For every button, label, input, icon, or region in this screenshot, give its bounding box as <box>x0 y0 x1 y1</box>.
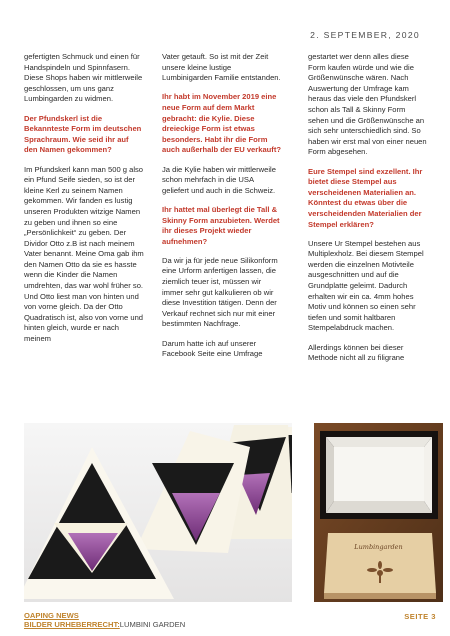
image-credit-label: BILDER URHEBERRECHT: <box>24 620 120 629</box>
stamp-box-illustration <box>314 423 443 602</box>
paragraph: Da wir ja für jede neue Silikonform eine Urform anfertigen lassen, die ziemlich teuer ist, müssen wir immer sehr gut kalkulieren ob wir diese Investition tätigen. Denn der Verkauf rechnet sich nur mit einer bestimmten Nachfrage. <box>162 255 278 329</box>
newsletter-name: OAPING NEWS <box>24 611 79 620</box>
paragraph: gefertigten Schmuck und einen für Handspindeln und Spinnfasern. Diese Shops haben wir mittlerweile geschlossen, um uns ganz Lumbingarden zu widmen. <box>24 52 143 104</box>
article-column-3 <box>308 52 428 372</box>
soap-triangles-photo <box>24 423 292 602</box>
issue-date: 2. SEPTEMBER, 2020 <box>310 30 420 40</box>
paragraph: Ja die Kylie haben wir mittlerweile schon mehrfach in die USA geliefert und auch in die Schweiz. <box>162 164 276 195</box>
paragraph: gestartet wer denn alles diese Form kaufen würde und wie die Größenwünsche wären. Nach Auswertung der Umfrage kam heraus das viele den Pfundskerl schon als Tall & Skinny Form sehen und die Größenwünsche an sich sehr unterschiedlich sind. So haben wir erst mal von einer neuen Form abgesehen. <box>308 52 427 157</box>
paragraph: Unsere Ur Stempel bestehen aus Multiplexholz. Bei diesem Stempel werden die einzelnen Motivteile ausgeschnitten und auf die Grundplatte geleimt. Dadurch erhalten wir ein ca. 4mm hohes Motiv und können so einen sehr tiefen und somit haltbaren Stempelabdruck machen. <box>308 238 424 333</box>
interview-question: Der Pfundskerl ist die Bekannteste Form im deutschen Sprachraum. Wie seid ihr auf den Namen gekommen? <box>24 113 142 155</box>
soap-triangles-illustration <box>24 423 292 602</box>
paragraph: Darum hatte ich auf unserer Facebook Seite eine Umfrage <box>162 338 263 359</box>
stamp-logo: Lumbingarden <box>354 543 403 551</box>
interview-question: Eure Stempel sind exzellent. Ihr bietet diese Stempel aus verscheidenen Materialien an. Könntest du etwas über die verscheidenden Materialien der Stempel erklären? <box>308 166 423 229</box>
paragraph: Im Pfundskerl kann man 500 g also ein Pfund Seife sieden, so ist der kleine Kerl zu seinem Namen gekommen. Wir fanden es lustig unseren Produkten witzige Namen zu geben und ihnen so eine „Persönlichkeit“ zu geben. Der Dividor Otto z.B ist nach meinem Vater benannt. Meine Oma gab ihm den Namen Otto da sie es hasste wenn die Kinder die Namen umdrehten, das war wohl früher so. Und Otto liest man von hinten und von vorne gleich. Da der Otto Quadratisch ist, also von vorne und hinten gleich, wurde er nach meinem <box>24 164 144 344</box>
image-credit-owner: LUMBINI GARDEN <box>119 620 186 629</box>
article-column-1 <box>24 52 144 353</box>
stamp-box-photo <box>314 423 443 602</box>
page-number: SEITE 3 <box>404 612 436 621</box>
paragraph: Allerdings können bei dieser Methode nicht all zu filigrane <box>308 342 405 363</box>
paragraph: Vater getauft. So ist mit der Zeit unsere kleine lustige Lumbinigarden Familie entstanden. <box>162 52 281 83</box>
interview-question: Ihr hattet mal überlegt die Tall & Skinny Form anzubieten. Werdet ihr dieses Projekt wieder aufnehmen? <box>162 204 280 246</box>
interview-question: Ihr habt im November 2019 eine neue Form auf dem Markt gebracht: die Kylie. Diese dreieckige Form ist etwas besonders. Habt ihr die Form auch außerhalb der EU verkauft? <box>162 92 282 155</box>
image-credit <box>24 620 185 629</box>
article-column-2 <box>162 52 282 368</box>
box-interior <box>334 447 424 501</box>
